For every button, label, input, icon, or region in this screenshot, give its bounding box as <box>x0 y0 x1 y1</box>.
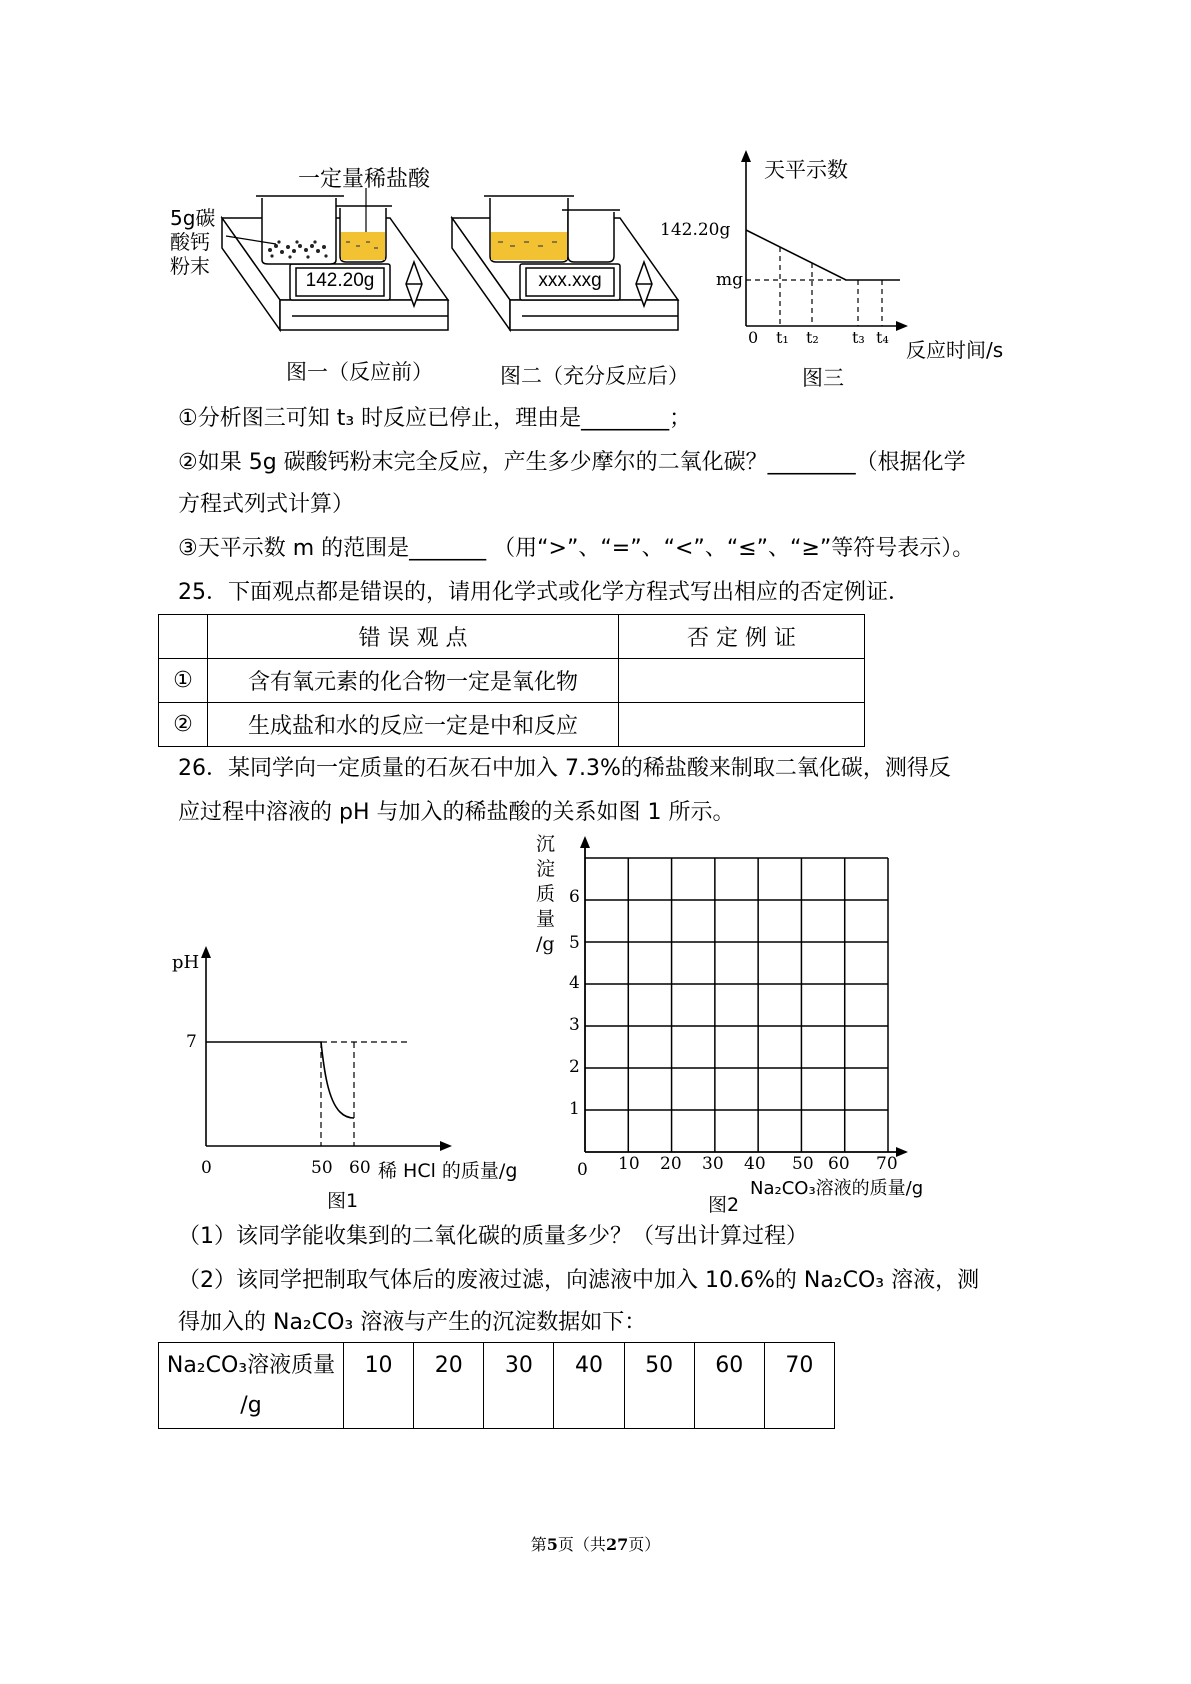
q26-table-cell: 60 <box>694 1343 764 1429</box>
graph3-ylabel: 天平示数 <box>764 158 848 182</box>
grid-xtick-label: 40 <box>744 1154 766 1174</box>
grid-ytick-label: 4 <box>569 973 580 993</box>
graph3-tick-t1: t₁ <box>776 328 789 347</box>
grid-ytick-label: 5 <box>569 933 580 953</box>
grid-lines <box>585 858 888 1152</box>
q26-table-cell: 70 <box>764 1343 834 1429</box>
ph-x60: 60 <box>349 1158 371 1178</box>
q26-table-cell: 20 <box>414 1343 484 1429</box>
grid-xtick-label: 30 <box>702 1154 724 1174</box>
page-footer <box>0 1532 1191 1555</box>
grid-ytick-label: 6 <box>569 887 580 907</box>
q26-sub2-line1: （2）该同学把制取气体后的废液过滤，向滤液中加入 10.6%的 Na₂CO₃ 溶液，测 <box>178 1268 980 1293</box>
ph-origin: 0 <box>201 1158 212 1178</box>
grid-ytick-label: 3 <box>569 1015 580 1035</box>
q26-table-cell: 30 <box>484 1343 554 1429</box>
q24-line2: ②如果 5g 碳酸钙粉末完全反应，产生多少摩尔的二氧化碳？________（根据化学 <box>178 450 966 475</box>
grid-x-arrow <box>896 1147 908 1157</box>
q24-line4: ③天平示数 m 的范围是_______ （用“>”、“=”、“<”、“≤”、“≥”等符号表示）。 <box>178 536 975 561</box>
grid-ylabel-char2: 淀 <box>536 858 556 880</box>
ph-x50: 50 <box>311 1158 333 1178</box>
q26-table-cell: 50 <box>624 1343 694 1429</box>
footer-post: 页） <box>628 1535 661 1554</box>
balance2-display: xxx.xxg <box>538 270 602 291</box>
footer-total: 27 <box>605 1535 629 1554</box>
q24-line3: 方程式列式计算） <box>178 492 355 517</box>
q26-table <box>158 1342 835 1429</box>
label-acid: 一定量稀盐酸 <box>298 167 431 192</box>
graph3-tick-t4: t₄ <box>876 328 889 347</box>
q26-sub1: （1）该同学能收集到的二氧化碳的质量多少？（写出计算过程） <box>178 1224 808 1249</box>
q26-line1: 26．某同学向一定质量的石灰石中加入 7.3%的稀盐酸来制取二氧化碳，测得反 <box>178 756 951 781</box>
q26-table-header <box>159 1343 344 1429</box>
q25-row2-text: 生成盐和水的反应一定是中和反应 <box>208 703 619 747</box>
q25-row2-num: ② <box>159 703 208 747</box>
q25-header-viewpoint: 错 误 观 点 <box>208 615 619 659</box>
grid-axes <box>585 846 900 1152</box>
graph3-tick-t2: t₂ <box>806 328 819 347</box>
caption-fig2: 图二（充分反应后） <box>500 364 689 388</box>
balance1-display: 142.20g <box>305 270 375 291</box>
grid-ytick-label: 1 <box>569 1099 580 1119</box>
footer-mid: 页（共 <box>557 1535 606 1554</box>
q25-header-counter: 否 定 例 证 <box>619 615 865 659</box>
footer-pre: 第 <box>530 1535 547 1554</box>
grid-caption: 图2 <box>708 1194 740 1216</box>
graph3-y-end: mg <box>716 270 744 290</box>
grid-xlabel: Na₂CO₃溶液的质量/g <box>750 1178 924 1199</box>
caption-fig3: 图三 <box>802 366 844 390</box>
ph-axes <box>206 956 444 1146</box>
q26-table-header-line2: /g <box>240 1392 262 1418</box>
q26-table-header-line1: Na₂CO₃溶液质量 <box>166 1352 336 1378</box>
graph3-y-start: 142.20g <box>660 220 731 240</box>
grid-ylabel-char1: 沉 <box>536 833 556 855</box>
q25-row1-text: 含有氧元素的化合物一定是氧化物 <box>208 659 619 703</box>
label-powder-line2: 酸钙 <box>170 230 210 254</box>
ph-x-arrow <box>440 1141 452 1151</box>
ph-curve <box>206 1042 354 1118</box>
footer-page: 5 <box>546 1535 558 1554</box>
grid-origin: 0 <box>577 1160 588 1180</box>
q25-title: 25．下面观点都是错误的，请用化学式或化学方程式写出相应的否定例证． <box>178 580 910 605</box>
grid-ytick-label: 2 <box>569 1057 580 1077</box>
label-powder-line1: 5g碳 <box>170 206 216 230</box>
q26-line2: 应过程中溶液的 pH 与加入的稀盐酸的关系如图 1 所示。 <box>178 800 735 825</box>
ph-y-arrow <box>201 946 211 958</box>
grid-y-arrow <box>580 836 590 848</box>
grid-ylabel-char4: 量 <box>536 908 556 930</box>
q24-line1: ①分析图三可知 t₃ 时反应已停止，理由是________； <box>178 406 692 431</box>
graph3-origin: 0 <box>748 328 759 347</box>
q25-row1-num: ① <box>159 659 208 703</box>
graph3-xlabel: 反应时间/s <box>906 338 1004 362</box>
grid-ylabel-char3: 质 <box>536 883 556 905</box>
grid-xtick-label: 70 <box>876 1154 898 1174</box>
grid-xtick-label: 50 <box>792 1154 814 1174</box>
caption-fig1: 图一（反应前） <box>286 360 433 384</box>
table-row <box>159 1343 835 1429</box>
q26-sub2-line2: 得加入的 Na₂CO₃ 溶液与产生的沉淀数据如下： <box>178 1310 647 1335</box>
q26-table-cell: 10 <box>344 1343 414 1429</box>
graph3-tick-t3: t₃ <box>852 328 865 347</box>
ph-xlabel: 稀 HCl 的质量/g <box>378 1160 518 1182</box>
grid-xtick-label: 20 <box>660 1154 682 1174</box>
grid-xtick-label: 10 <box>618 1154 640 1174</box>
ph-y7: 7 <box>186 1032 197 1052</box>
grid-ylabel <box>536 832 555 957</box>
grid-ylabel-char5: /g <box>536 933 555 955</box>
q26-table-cell: 40 <box>554 1343 624 1429</box>
grid-xtick-label: 60 <box>828 1154 850 1174</box>
ph-caption: 图1 <box>327 1190 359 1212</box>
label-powder-line3: 粉末 <box>170 254 210 278</box>
ph-dashes <box>321 1042 410 1146</box>
ph-ylabel: pH <box>172 952 200 973</box>
